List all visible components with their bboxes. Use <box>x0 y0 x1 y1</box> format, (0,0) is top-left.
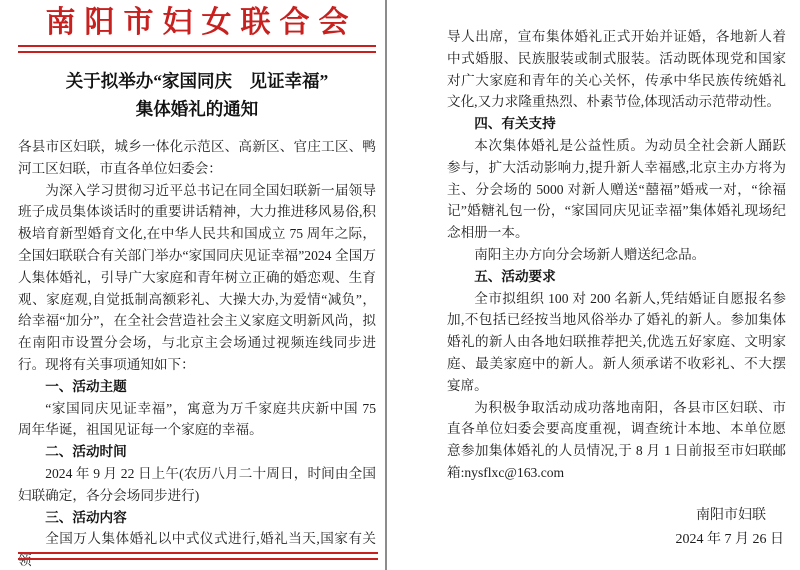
section-5-heading: 五、活动要求 <box>474 268 556 284</box>
section-3-body-continuation: 导人出席，宣布集体婚礼正式开始并证婚，各地新人着中式婚服、民族服装或制式服装。活动既体现党和国家对广大家庭和青年的关心关怀，传承中华民族传统婚礼文化,又力求隆重热烈、朴素节俭,体现活动示范带动性。 <box>447 29 786 110</box>
section-2-body: 2024 年 9 月 22 日上午(农历八月二十周日，时间由全国妇联确定，各分会场同步进行) <box>18 465 376 503</box>
document-title <box>18 67 376 123</box>
intro-paragraph: 为深入学习贯彻习近平总书记在同全国妇联新一届领导班子成员集体谈话时的重要讲话精神，大力推进移风易俗,积极培育新型婚育文化,在中华人民共和国成立 75 周年之际，全国妇联联合有关部门举办“家国同庆见证幸福”2024 全国万人集体婚礼，引导广大家庭和青年树立正确的婚恋观、生育观、家庭观,自觉抵制高额彩礼、大操大办,为爱情“减负”，给幸福“加分”，在全社会营造社会主义家庭文明新风尚，拟在南阳市设置分会场，与北京主会场通过视频连线同步进行。现将有关事项通知如下： <box>18 182 376 372</box>
document-title-line1: 关于拟举办“家国同庆 见证幸福” <box>65 71 329 91</box>
section-5-body-1: 全市拟组织 100 对 200 名新人,凭结婚证自愿报名参加,不包括已经按当地风俗举办了婚礼的新人。参加集体婚礼的新人由各地妇联推荐把关,优选五好家庭、文明家庭、最美家庭中的新人。新人须承诺不收彩礼、不大摆宴席。 <box>447 290 786 393</box>
section-4-heading: 四、有关支持 <box>474 116 556 132</box>
section-4-body-2: 南阳主办方向分会场新人赠送纪念品。 <box>474 246 706 262</box>
section-3-heading: 三、活动内容 <box>45 509 127 525</box>
letterhead-rule <box>18 45 376 53</box>
letterhead-title: 南阳市妇女联合会 <box>45 6 358 39</box>
section-2-heading: 二、活动时间 <box>45 444 127 460</box>
section-1-body: “家国同庆见证幸福”，寓意为万千家庭共庆新中国 75 周年华诞，祖国见证每一个家庭的幸福。 <box>18 400 376 438</box>
section-3-body-left: 全国万人集体婚礼以中式仪式进行,婚礼当天,国家有关领 <box>18 531 376 569</box>
section-1-heading: 一、活动主题 <box>45 378 127 394</box>
left-body <box>18 136 376 570</box>
section-4-body-1: 本次集体婚礼是公益性质。为动员全社会新人踊跃参与，扩大活动影响力,提升新人幸福感,北京主办方将为主、分会场的 5000 对新人赠送“囍福”婚戒一对，“徐福记”婚糖礼包一份，“家国同庆见证幸福”集体婚礼现场纪念相册一本。 <box>447 137 786 241</box>
page-footer-rule <box>18 552 378 560</box>
salutation: 各县市区妇联，城乡一体化示范区、高新区、官庄工区、鸭河工区妇联，市直各单位妇委会： <box>18 139 376 176</box>
document-title-line2: 集体婚礼的通知 <box>135 99 259 119</box>
page-right <box>387 0 800 570</box>
signature-org: 南阳市妇联 <box>696 507 766 523</box>
section-5-body-2: 为积极争取活动成功落地南阳，各县市区妇联、市直各单位妇委会要高度重视，调查统计本地、本单位愿意参加集体婚礼的人员情况,于 8 月 1 日前报至市妇联邮箱:nysflxc@163.com <box>447 399 786 480</box>
signature-date: 2024 年 7 月 26 日 <box>675 531 784 547</box>
page-left <box>0 0 385 570</box>
